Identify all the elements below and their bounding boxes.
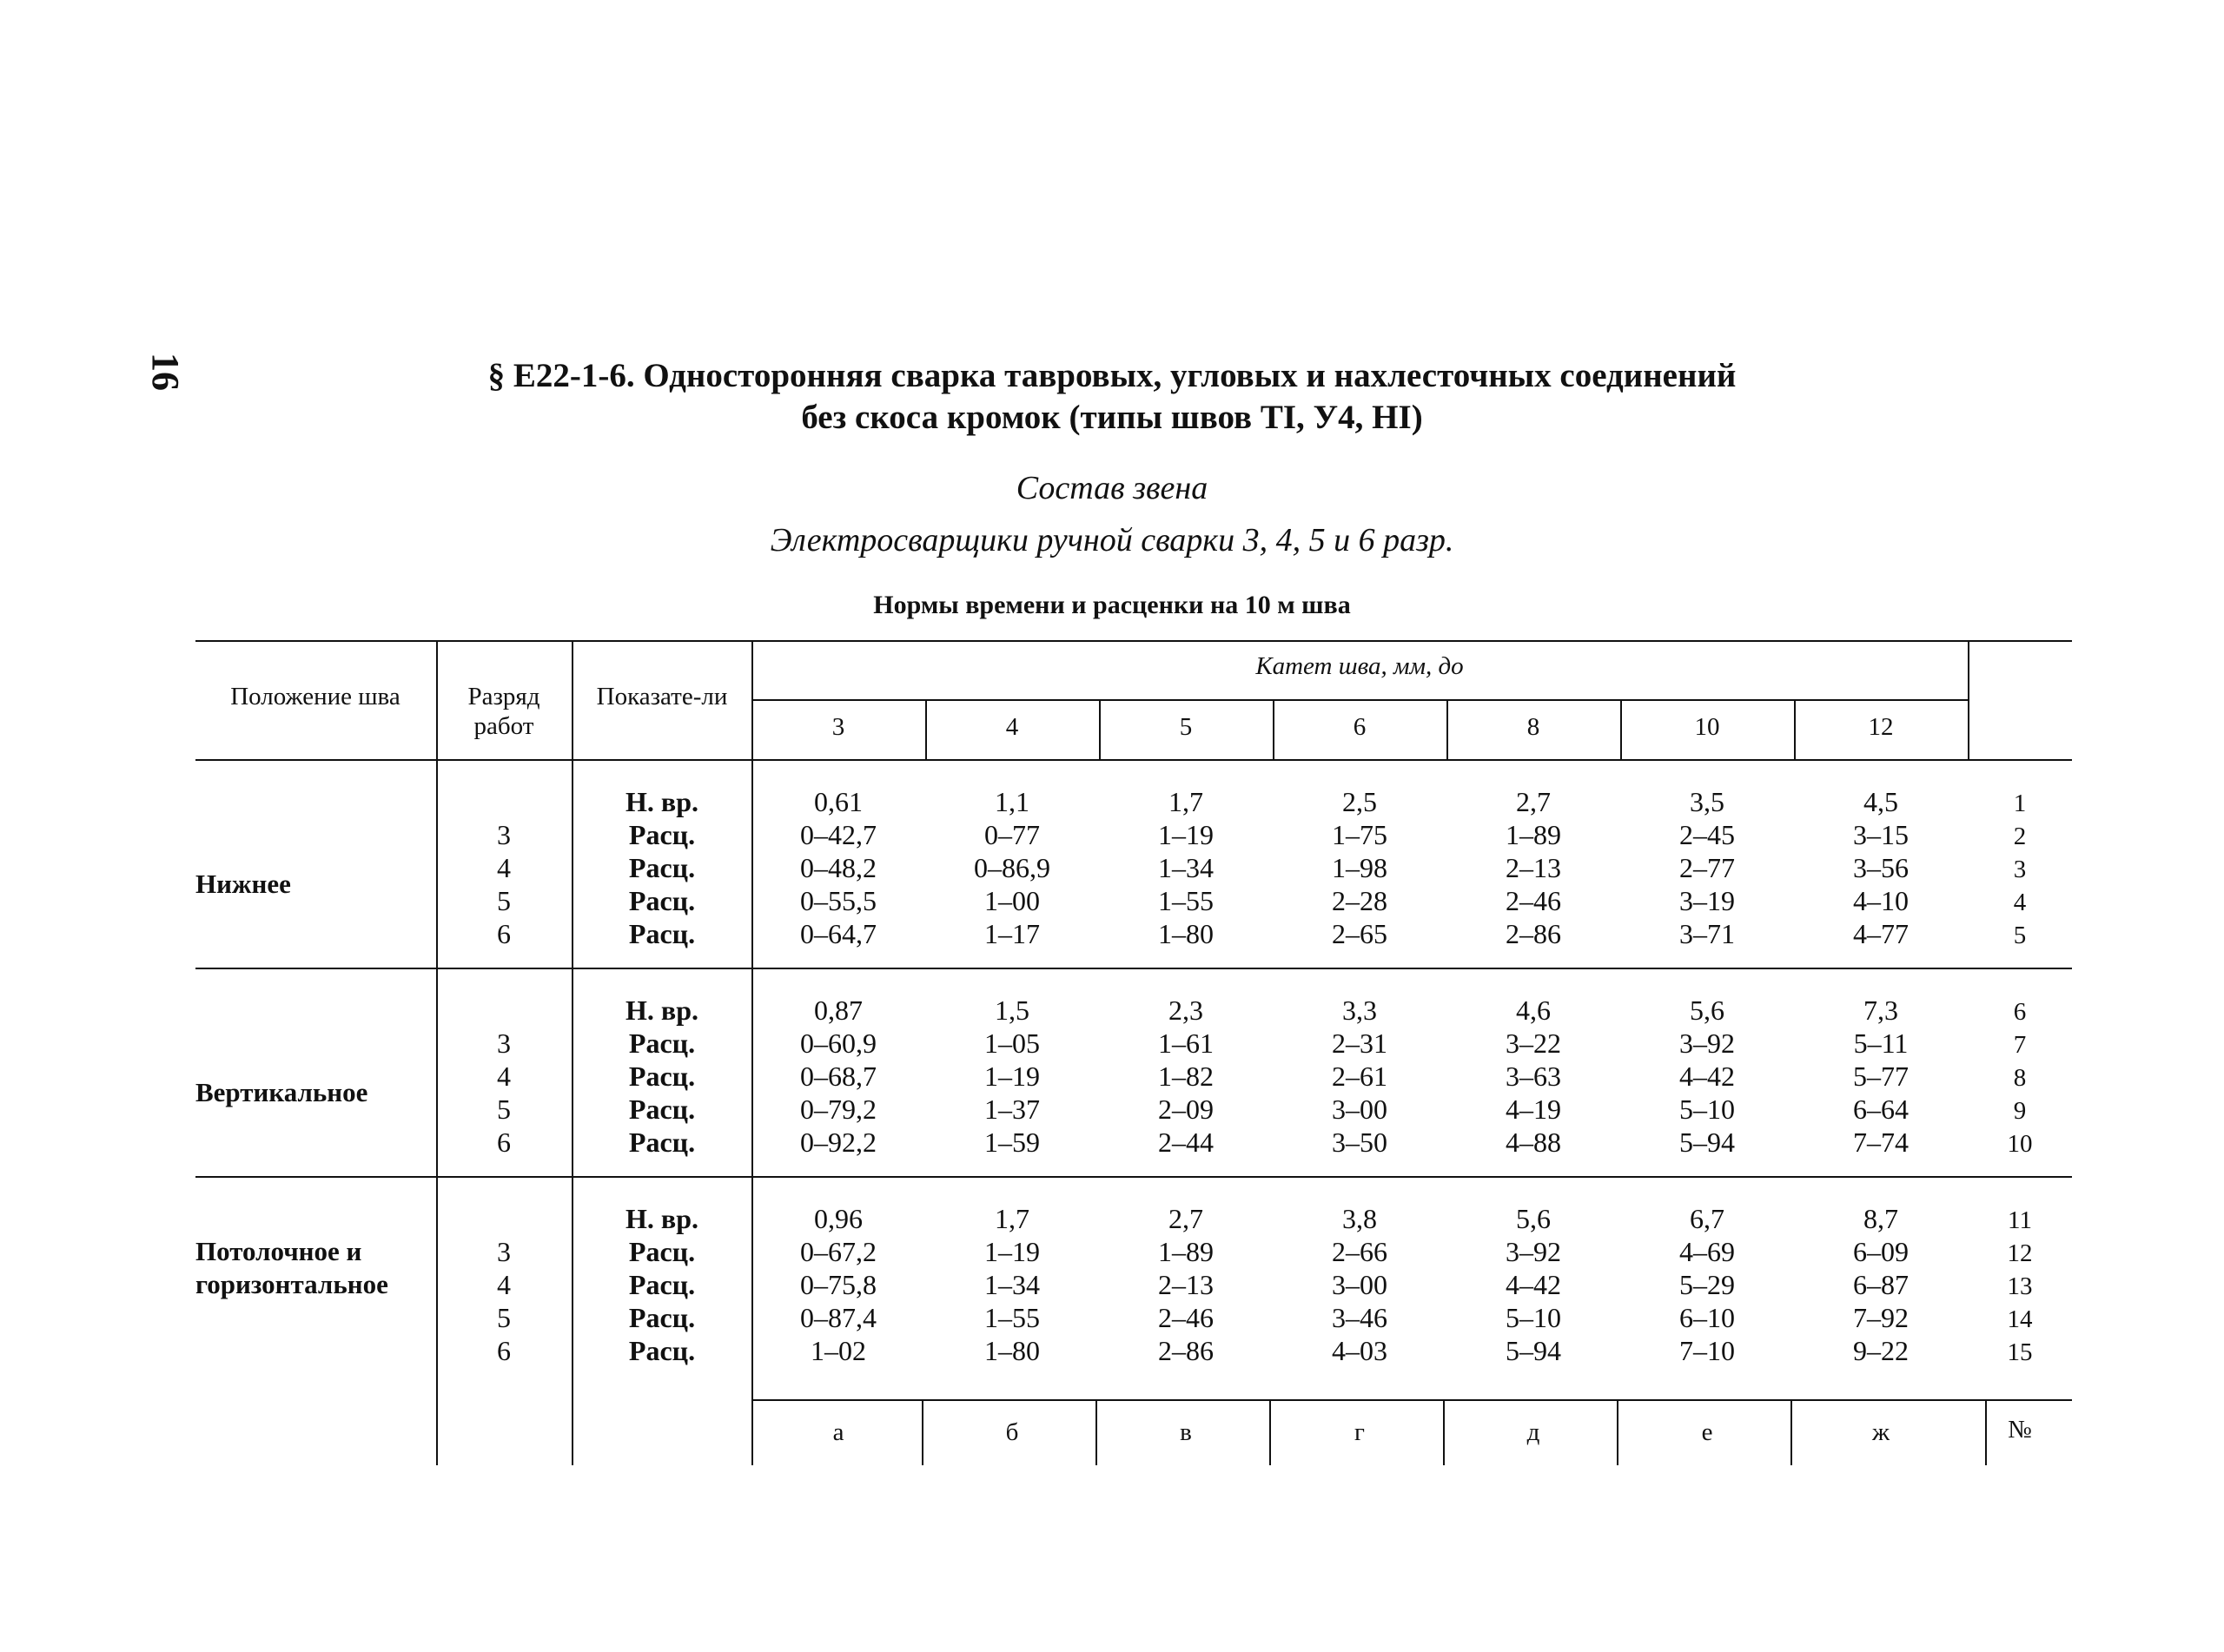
value-cell: 5–10 — [1506, 1302, 1561, 1333]
header-size-10: 10 — [1694, 713, 1720, 741]
leg-header-rule — [751, 699, 1968, 701]
value-cell: 3,8 — [1342, 1203, 1377, 1234]
indicator-cell: Расц. — [628, 1127, 696, 1158]
value-cell: 2,3 — [1168, 995, 1203, 1026]
value-cell: 4,6 — [1516, 995, 1551, 1026]
value-cell: 3–15 — [1853, 819, 1909, 850]
value-cell: 1–80 — [984, 1335, 1040, 1366]
indicator-cell: Расц. — [628, 819, 696, 850]
value-cell: 3–00 — [1332, 1094, 1387, 1125]
value-cell: 2–46 — [1506, 885, 1561, 916]
col-rule-position — [436, 640, 438, 1465]
row-number-cell: 8 — [2013, 1064, 2027, 1092]
value-cell: 6–10 — [1679, 1302, 1735, 1333]
value-cell: 3–92 — [1679, 1028, 1735, 1059]
section-title: § Е22-1-6. Односторонняя сварка тавровых, угловых и нахлесточных соединений — [487, 357, 1737, 394]
value-cell: 7–74 — [1853, 1127, 1909, 1158]
value-cell: 8,7 — [1863, 1203, 1898, 1234]
value-cell: 1–00 — [984, 885, 1040, 916]
value-cell: 3–71 — [1679, 918, 1735, 949]
row-number-cell: 13 — [2007, 1272, 2033, 1300]
header-bottom-rule — [195, 759, 2072, 761]
value-cell: 1–34 — [1158, 852, 1214, 883]
row-number-cell: 6 — [2013, 998, 2027, 1026]
value-cell: 2–13 — [1506, 852, 1561, 883]
footer-column-letter: б — [1005, 1418, 1019, 1446]
crew-composition: Электросварщики ручной сварки 3, 4, 5 и 6 разр. — [770, 522, 1454, 558]
value-cell: 2–66 — [1332, 1236, 1387, 1267]
row-number-cell: 12 — [2007, 1239, 2033, 1267]
value-cell: 0–77 — [984, 819, 1040, 850]
grade-cell: 3 — [497, 1236, 511, 1267]
value-cell: 1–75 — [1332, 819, 1387, 850]
value-cell: 1–82 — [1158, 1061, 1214, 1092]
value-cell: 1–02 — [811, 1335, 866, 1366]
position-label: Потолочное и горизонтальное — [195, 1236, 388, 1299]
value-cell: 1–19 — [1158, 819, 1214, 850]
indicator-cell: Расц. — [628, 1236, 696, 1267]
row-number-cell: 10 — [2007, 1130, 2033, 1158]
value-cell: 5–94 — [1506, 1335, 1561, 1366]
value-cell: 4–88 — [1506, 1127, 1561, 1158]
value-cell: 7–10 — [1679, 1335, 1735, 1366]
row-number-cell: 11 — [2008, 1206, 2032, 1234]
value-cell: 0,96 — [814, 1203, 863, 1234]
value-cell: 4,5 — [1863, 786, 1898, 817]
value-cell: 1–34 — [984, 1269, 1040, 1300]
row-number-cell: 2 — [2013, 823, 2027, 850]
value-cell: 1–05 — [984, 1028, 1040, 1059]
value-cell: 2–86 — [1158, 1335, 1214, 1366]
value-cell: 4–42 — [1506, 1269, 1561, 1300]
grade-cell: 3 — [497, 819, 511, 850]
footer-column-letter: е — [1701, 1418, 1713, 1446]
value-cell: 2–44 — [1158, 1127, 1214, 1158]
header-size-12: 12 — [1868, 713, 1894, 741]
value-cell: 2–28 — [1332, 885, 1387, 916]
value-cell: 1,1 — [995, 786, 1029, 817]
value-cell: 2,7 — [1168, 1203, 1203, 1234]
header-indicators: Показате-ли — [596, 683, 728, 710]
value-cell: 3–19 — [1679, 885, 1735, 916]
header-size-6: 6 — [1353, 713, 1367, 741]
value-cell: 2–65 — [1332, 918, 1387, 949]
indicator-cell: Расц. — [628, 918, 696, 949]
value-cell: 0–75,8 — [800, 1269, 877, 1300]
footer-column-letter: ж — [1871, 1418, 1890, 1446]
value-cell: 3–50 — [1332, 1127, 1387, 1158]
value-cell: 3–46 — [1332, 1302, 1387, 1333]
row-number-cell: 4 — [2013, 889, 2027, 916]
value-cell: 2,7 — [1516, 786, 1551, 817]
value-cell: 7,3 — [1863, 995, 1898, 1026]
indicator-cell: Н. вр. — [626, 995, 698, 1026]
grade-cell: 4 — [497, 852, 511, 883]
value-cell: 4–19 — [1506, 1094, 1561, 1125]
value-cell: 2,5 — [1342, 786, 1377, 817]
indicator-cell: Расц. — [628, 852, 696, 883]
col-rule-12 — [1968, 640, 1969, 760]
footer-number-sign: № — [2008, 1416, 2032, 1444]
group-rule-2 — [195, 1176, 2072, 1178]
value-cell: 5,6 — [1690, 995, 1724, 1026]
value-cell: 0–67,2 — [800, 1236, 877, 1267]
value-cell: 0,61 — [814, 786, 863, 817]
grade-cell: 4 — [497, 1061, 511, 1092]
value-cell: 0–79,2 — [800, 1094, 877, 1125]
value-cell: 6,7 — [1690, 1203, 1724, 1234]
value-cell: 1–37 — [984, 1094, 1040, 1125]
indicator-cell: Н. вр. — [626, 786, 698, 817]
indicator-cell: Расц. — [628, 1028, 696, 1059]
section-subtitle: без скоса кромок (типы швов ТI, У4, НI) — [801, 399, 1423, 436]
col-rule-grade — [572, 640, 573, 1465]
footer-rule — [751, 1399, 2072, 1401]
indicator-cell: Расц. — [628, 1094, 696, 1125]
grade-cell: 4 — [497, 1269, 511, 1300]
header-grade: Разряд работ — [467, 683, 540, 740]
value-cell: 2–13 — [1158, 1269, 1214, 1300]
value-cell: 2–77 — [1679, 852, 1735, 883]
value-cell: 1,5 — [995, 995, 1029, 1026]
value-cell: 1–19 — [984, 1061, 1040, 1092]
footer-column-letter: а — [832, 1418, 844, 1446]
value-cell: 3–56 — [1853, 852, 1909, 883]
header-size-8: 8 — [1526, 713, 1540, 741]
value-cell: 0–68,7 — [800, 1061, 877, 1092]
position-label: Нижнее — [195, 869, 291, 899]
value-cell: 3,3 — [1342, 995, 1377, 1026]
value-cell: 1–89 — [1506, 819, 1561, 850]
value-cell: 5–11 — [1853, 1028, 1909, 1059]
value-cell: 1–19 — [984, 1236, 1040, 1267]
value-cell: 4–03 — [1332, 1335, 1387, 1366]
grade-cell: 5 — [497, 885, 511, 916]
value-cell: 0,87 — [814, 995, 863, 1026]
header-size-3: 3 — [831, 713, 845, 741]
footer-column-letter: д — [1526, 1418, 1540, 1446]
value-cell: 5–29 — [1679, 1269, 1735, 1300]
value-cell: 5,6 — [1516, 1203, 1551, 1234]
footer-column-letter: в — [1180, 1418, 1192, 1446]
grade-cell: 6 — [497, 1127, 511, 1158]
value-cell: 1,7 — [1168, 786, 1203, 817]
value-cell: 1–89 — [1158, 1236, 1214, 1267]
footer-column-letter: г — [1354, 1418, 1365, 1446]
header-size-4: 4 — [1005, 713, 1019, 741]
value-cell: 1,7 — [995, 1203, 1029, 1234]
value-cell: 1–59 — [984, 1127, 1040, 1158]
value-cell: 2–09 — [1158, 1094, 1214, 1125]
value-cell: 2–86 — [1506, 918, 1561, 949]
indicator-cell: Расц. — [628, 1269, 696, 1300]
grade-cell: 3 — [497, 1028, 511, 1059]
indicator-cell: Расц. — [628, 1302, 696, 1333]
value-cell: 4–69 — [1679, 1236, 1735, 1267]
value-cell: 5–77 — [1853, 1061, 1909, 1092]
value-cell: 3–00 — [1332, 1269, 1387, 1300]
row-number-cell: 9 — [2013, 1097, 2027, 1125]
indicator-cell: Расц. — [628, 885, 696, 916]
row-number-cell: 15 — [2007, 1338, 2033, 1366]
row-number-cell: 14 — [2007, 1305, 2033, 1333]
value-cell: 4–10 — [1853, 885, 1909, 916]
value-cell: 5–94 — [1679, 1127, 1735, 1158]
norms-table — [195, 640, 2072, 1465]
value-cell: 2–46 — [1158, 1302, 1214, 1333]
value-cell: 7–92 — [1853, 1302, 1909, 1333]
page-number: 16 — [144, 353, 187, 391]
row-number-cell: 7 — [2013, 1031, 2027, 1059]
value-cell: 2–61 — [1332, 1061, 1387, 1092]
value-cell: 0–87,4 — [800, 1302, 877, 1333]
table-top-rule — [195, 640, 2072, 642]
value-cell: 6–09 — [1853, 1236, 1909, 1267]
value-cell: 0–60,9 — [800, 1028, 877, 1059]
grade-cell: 5 — [497, 1302, 511, 1333]
value-cell: 1–98 — [1332, 852, 1387, 883]
grade-cell: 6 — [497, 1335, 511, 1366]
value-cell: 3–63 — [1506, 1061, 1561, 1092]
group-rule-1 — [195, 968, 2072, 969]
value-cell: 9–22 — [1853, 1335, 1909, 1366]
header-position: Положение шва — [230, 683, 400, 710]
crew-heading: Состав звена — [1016, 470, 1208, 506]
value-cell: 0–42,7 — [800, 819, 877, 850]
value-cell: 1–55 — [984, 1302, 1040, 1333]
grade-cell: 5 — [497, 1094, 511, 1125]
value-cell: 0–55,5 — [800, 885, 877, 916]
value-cell: 0–92,2 — [800, 1127, 877, 1158]
table-title: Нормы времени и расценки на 10 м шва — [873, 591, 1351, 619]
value-cell: 1–80 — [1158, 918, 1214, 949]
value-cell: 0–48,2 — [800, 852, 877, 883]
value-cell: 2–45 — [1679, 819, 1735, 850]
header-size-5: 5 — [1179, 713, 1193, 741]
value-cell: 4–77 — [1853, 918, 1909, 949]
row-number-cell: 5 — [2013, 922, 2027, 949]
value-cell: 1–61 — [1158, 1028, 1214, 1059]
header-leg: Катет шва, мм, до — [1255, 652, 1464, 680]
position-label: Вертикальное — [195, 1077, 368, 1107]
value-cell: 1–17 — [984, 918, 1040, 949]
value-cell: 4–42 — [1679, 1061, 1735, 1092]
grade-cell: 6 — [497, 918, 511, 949]
value-cell: 1–55 — [1158, 885, 1214, 916]
value-cell: 0–64,7 — [800, 918, 877, 949]
value-cell: 6–64 — [1853, 1094, 1909, 1125]
row-number-cell: 3 — [2013, 856, 2027, 883]
indicator-cell: Расц. — [628, 1335, 696, 1366]
indicator-cell: Н. вр. — [626, 1203, 698, 1234]
value-cell: 0–86,9 — [974, 852, 1050, 883]
value-cell: 3–22 — [1506, 1028, 1561, 1059]
value-cell: 2–31 — [1332, 1028, 1387, 1059]
value-cell: 6–87 — [1853, 1269, 1909, 1300]
value-cell: 5–10 — [1679, 1094, 1735, 1125]
indicator-cell: Расц. — [628, 1061, 696, 1092]
value-cell: 3,5 — [1690, 786, 1724, 817]
row-number-cell: 1 — [2013, 790, 2027, 817]
value-cell: 3–92 — [1506, 1236, 1561, 1267]
